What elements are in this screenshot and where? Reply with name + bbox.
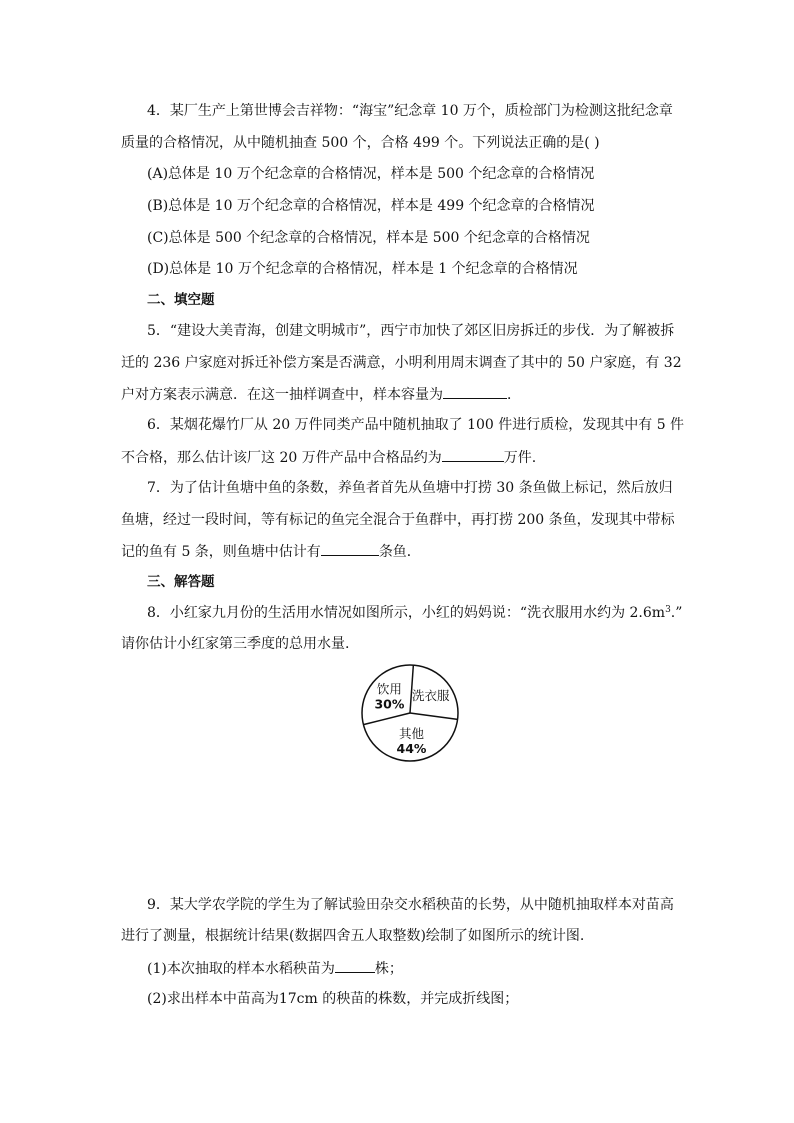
q9-answer-blank[interactable]: [335, 958, 375, 973]
q5-answer-blank[interactable]: [443, 384, 507, 399]
pie-slice-label-2: 其他: [398, 725, 425, 741]
q5-line1: 5．“建设大美青海，创建文明城市”，西宁市加快了郊区旧房拆迁的步伐．为了解被拆: [147, 323, 675, 339]
pie-slice-label-1: 洗衣服: [412, 688, 450, 703]
q7-line2: 鱼塘，经过一段时间，等有标记的鱼完全混合于鱼群中，再打捞 200 条鱼，发现其中带标: [121, 512, 675, 528]
q6-answer-blank[interactable]: [442, 447, 504, 462]
q7-line3: [121, 541, 421, 562]
q4-option-d: (D)总体是 10 万个纪念章的合格情况，样本是 1 个纪念章的合格情况: [147, 261, 578, 277]
q5-line3-text: 户对方案表示满意．在这一抽样调查中，样本容量为: [121, 387, 443, 403]
q4-option-b: (B)总体是 10 万个纪念章的合格情况，样本是 499 个纪念章的合格情况: [147, 198, 595, 214]
q8-line1: [147, 603, 682, 623]
q5-line3: [121, 384, 521, 405]
q7-line1: 7．为了估计鱼塘中鱼的条数，养鱼者首先从鱼塘中打捞 30 条鱼做上标记，然后放归: [147, 480, 673, 496]
water-usage-pie-chart: [356, 659, 464, 767]
pie-slice-value-2: 44%: [396, 740, 427, 756]
q7-line3-end: 条鱼．: [378, 544, 421, 560]
pie-slice-value-0: 30%: [374, 696, 405, 712]
q7-line3-text: 记的鱼有 5 条，则鱼塘中估计有: [121, 544, 321, 560]
q9-part1: [147, 958, 403, 979]
q9-line2: 进行了测量，根据统计结果(数据四舍五人取整数)绘制了如图所示的统计图.: [121, 928, 585, 944]
q9-part1-text: (1)本次抽取的样本水稻秧苗为: [147, 961, 335, 977]
q8-line2: 请你估计小红家第三季度的总用水量.: [121, 636, 350, 652]
q9-part2: (2)求出样本中苗高为17cm 的秧苗的株数，并完成折线图；: [147, 991, 519, 1007]
q8-line1-end: .”: [670, 605, 683, 621]
q6-line2: [121, 447, 536, 468]
q5-line2: 迁的 236 户家庭对拆迁补偿方案是否满意，小明利用周末调查了其中的 50 户家庭，有 32: [121, 355, 682, 371]
section-heading-answer: 三、解答题: [147, 574, 215, 590]
q4-option-c: (C)总体是 500 个纪念章的合格情况，样本是 500 个纪念章的合格情况: [147, 230, 590, 246]
q4-option-a: (A)总体是 10 万个纪念章的合格情况，样本是 500 个纪念章的合格情况: [147, 166, 595, 182]
q4-line2: 质量的合格情况，从中随机抽查 500 个，合格 499 个。下列说法正确的是( ): [121, 135, 600, 151]
q9-part1-end: 株；: [374, 961, 403, 977]
section-heading-fill-blank: 二、填空题: [147, 292, 215, 308]
q6-line1: 6．某烟花爆竹厂从 20 万件同类产品中随机抽取了 100 件进行质检，发现其中有 5 件: [147, 417, 685, 433]
q8-line1-text: 8．小红家九月份的生活用水情况如图所示，小红的妈妈说：“洗衣服用水约为 2.6m: [147, 605, 666, 621]
pie-slice-label-0: 饮用: [376, 681, 402, 697]
q9-line1: 9．某大学农学院的学生为了解试验田杂交水稻秧苗的长势，从中随机抽取样本对苗高: [147, 897, 674, 913]
q6-line2-text: 不合格，那么估计该厂这 20 万件产品中合格品约为: [121, 450, 442, 466]
q6-line2-end: 万件.: [503, 450, 537, 466]
q7-answer-blank[interactable]: [321, 541, 379, 556]
q8-unit-exponent: 3: [665, 605, 671, 615]
q4-line1: 4．某厂生产上第世博会吉祥物：“海宝”纪念章 10 万个，质检部门为检测这批纪念章: [147, 103, 673, 119]
q5-line3-end: ．: [507, 387, 521, 403]
